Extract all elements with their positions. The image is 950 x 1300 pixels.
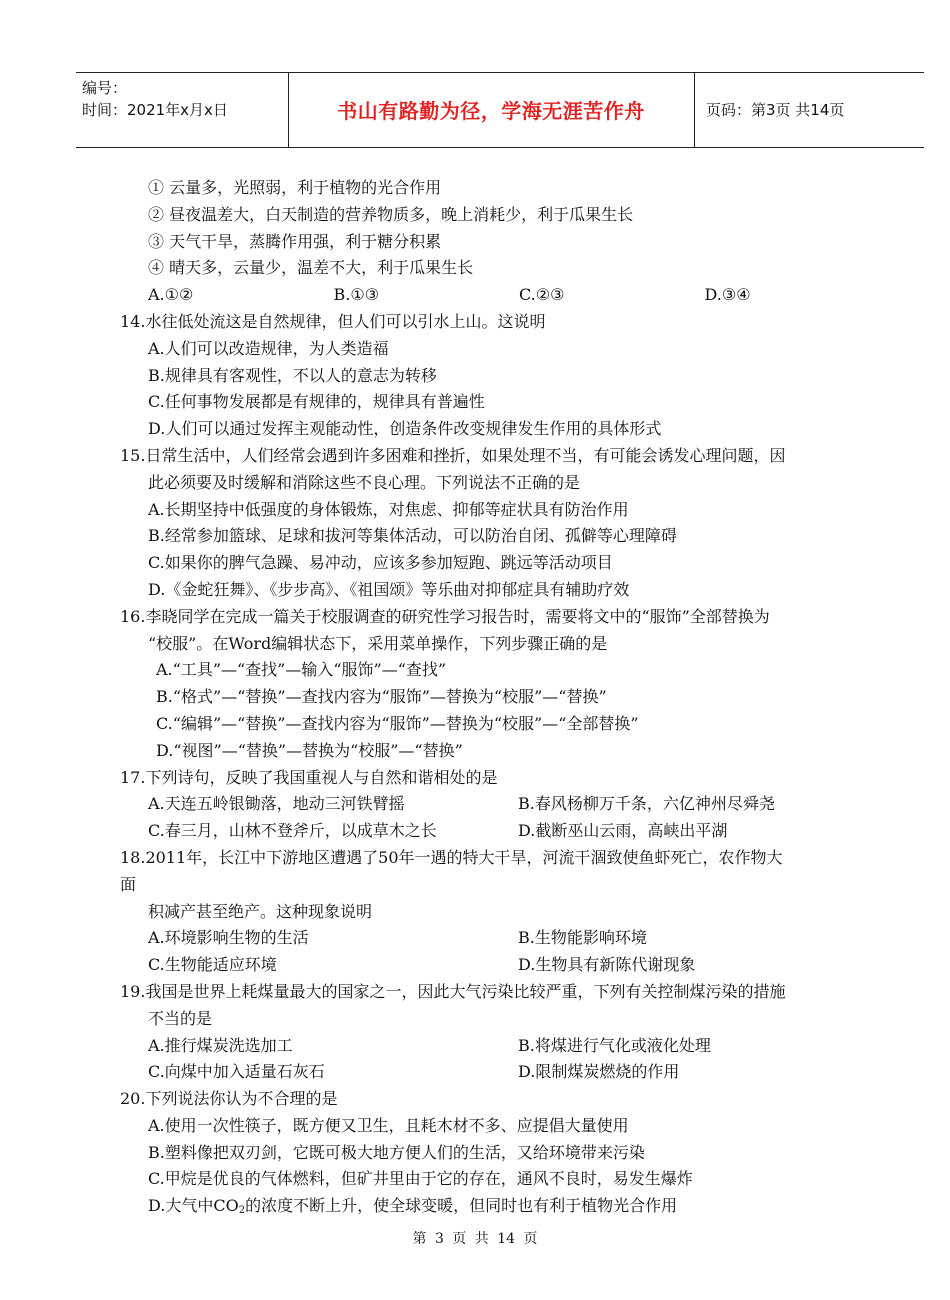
q14-stem: 14.水往低处流这是自然规律，但人们可以引水上山。这说明 <box>120 311 546 331</box>
q18-option-a: A.环境影响生物的生活 <box>148 928 309 948</box>
q18-option-d: D.生物具有新陈代谢现象 <box>518 955 696 975</box>
q19-options-row <box>120 1059 890 1086</box>
q14-option-d: D.人们可以通过发挥主观能动性，创造条件改变规律发生作用的具体形式 <box>148 419 662 439</box>
q19-options-row <box>120 1033 890 1060</box>
q20-option-d-post: 的浓度不断上升，使全球变暖，但同时也有利于植物光合作用 <box>245 1196 678 1216</box>
time-label: 时间：2021年x月x日 <box>82 101 228 119</box>
q18-stem-wrap: 面 <box>120 874 137 894</box>
q17-option-c: C.春三月，山林不登斧斤，以成草木之长 <box>148 821 437 841</box>
q18-option-c: C.生物能适应环境 <box>148 955 277 975</box>
q15-stem: 15.日常生活中，人们经常会遇到许多困难和挫折，如果处理不当，有可能会诱发心理问题，因 <box>120 445 786 465</box>
q18-options-row <box>120 952 890 979</box>
q16-option-a: A.“工具”—“查找”—输入“服饰”—“查找” <box>156 660 447 680</box>
q17-options-row <box>120 818 890 845</box>
q20-option-b: B.塑料像把双刃剑，它既可极大地方便人们的生活，又给环境带来污染 <box>148 1142 645 1162</box>
q17-stem: 17.下列诗句，反映了我国重视人与自然和谐相处的是 <box>120 767 498 787</box>
q20-option-d-pre: D.大气中CO <box>148 1196 239 1216</box>
q13-statement: ③ 天气干旱，蒸腾作用强，利于糖分积累 <box>148 231 442 251</box>
q15-option-a: A.长期坚持中低强度的身体锻炼，对焦虑、抑郁等症状具有防治作用 <box>148 499 629 519</box>
q13-statement: ④ 晴天多，云量少，温差不大，利于瓜果生长 <box>148 258 474 278</box>
q16-stem-cont: “校服”。在Word编辑状态下，采用菜单操作，下列步骤正确的是 <box>148 633 608 653</box>
q19-option-d: D.限制煤炭燃烧的作用 <box>518 1062 680 1082</box>
q20-option-c: C.甲烷是优良的气体燃料，但矿井里由于它的存在，通风不良时，易发生爆炸 <box>148 1169 693 1189</box>
q13-statement: ② 昼夜温差大，白天制造的营养物质多，晚上消耗少，利于瓜果生长 <box>148 204 634 224</box>
header-meta <box>82 77 228 121</box>
header-motto: 书山有路勤为径，学海无涯苦作舟 <box>337 99 645 123</box>
q19-stem: 19.我国是世界上耗煤量最大的国家之一，因此大气污染比较严重，下列有关控制煤污染的措施 <box>120 981 786 1001</box>
q14-option-a: A.人们可以改造规律，为人类造福 <box>148 338 389 358</box>
q17-option-d: D.截断巫山云雨，高峡出平湖 <box>518 821 728 841</box>
page-footer: 第 3 页 共 14 页 <box>412 1231 538 1247</box>
q16-option-d: D.“视图”—“替换”—替换为“校服”—“替换” <box>156 740 463 760</box>
q19-option-a: A.推行煤炭洗选加工 <box>148 1035 293 1055</box>
q16-option-c: C.“编辑”—“替换”—查找内容为“服饰”—替换为“校服”—“全部替换” <box>156 713 639 733</box>
header-page-info: 页码：第3页 共14页 <box>706 101 845 119</box>
q17-options-row <box>120 791 890 818</box>
q15-stem-cont: 此必须要及时缓解和消除这些不良心理。下列说法不正确的是 <box>148 472 581 492</box>
q15-option-c: C.如果你的脾气急躁、易冲动，应该多参加短跑、跳远等活动项目 <box>148 553 613 573</box>
q20-option-d <box>120 1193 890 1225</box>
q19-option-b: B.将煤进行气化或液化处理 <box>518 1035 711 1055</box>
q15-option-d: D.《金蛇狂舞》、《步步高》、《祖国颂》等乐曲对抑郁症具有辅助疗效 <box>148 579 630 599</box>
q19-stem-cont: 不当的是 <box>148 1008 213 1028</box>
q18-stem-cont: 积减产甚至绝产。这种现象说明 <box>148 901 373 921</box>
q16-stem: 16.李晓同学在完成一篇关于校服调查的研究性学习报告时，需要将文中的“服饰”全部替换为 <box>120 606 770 626</box>
header-divider <box>694 73 695 147</box>
q17-option-a: A.天连五岭银锄落，地动三河铁臂摇 <box>148 794 405 814</box>
q13-statement: ① 云量多，光照弱，利于植物的光合作用 <box>148 178 442 197</box>
q13-option-a: A.①② <box>148 285 194 305</box>
q20-option-d-sub: 2 <box>238 1205 246 1217</box>
q16-option-b: B.“格式”—“替换”—查找内容为“服饰”—替换为“校服”—“替换” <box>156 687 607 707</box>
q19-option-c: C.向煤中加入适量石灰石 <box>148 1062 325 1082</box>
q14-option-c: C.任何事物发展都是有规律的，规律具有普遍性 <box>148 392 485 412</box>
q18-options-row <box>120 925 890 952</box>
q13-option-c: C.②③ <box>519 285 565 305</box>
q13-options <box>120 282 890 309</box>
code-label: 编号： <box>82 79 128 97</box>
q14-option-b: B.规律具有客观性，不以人的意志为转移 <box>148 365 437 385</box>
q20-option-a: A.使用一次性筷子，既方便又卫生，且耗木材不多、应提倡大量使用 <box>148 1115 629 1135</box>
question-content <box>120 175 890 1225</box>
q13-option-d: D.③④ <box>704 285 751 305</box>
q13-option-b: B.①③ <box>333 285 380 305</box>
q15-option-b: B.经常参加篮球、足球和拔河等集体活动，可以防治自闭、孤僻等心理障碍 <box>148 526 677 546</box>
q20-stem: 20.下列说法你认为不合理的是 <box>120 1089 338 1109</box>
page-header <box>76 72 924 148</box>
q18-option-b: B.生物能影响环境 <box>518 928 647 948</box>
q17-option-b: B.春风杨柳万千条，六亿神州尽舜尧 <box>518 794 775 814</box>
q18-stem: 18.2011年，长江中下游地区遭遇了50年一遇的特大干旱，河流干涸致使鱼虾死亡，农作物大 <box>120 847 783 867</box>
